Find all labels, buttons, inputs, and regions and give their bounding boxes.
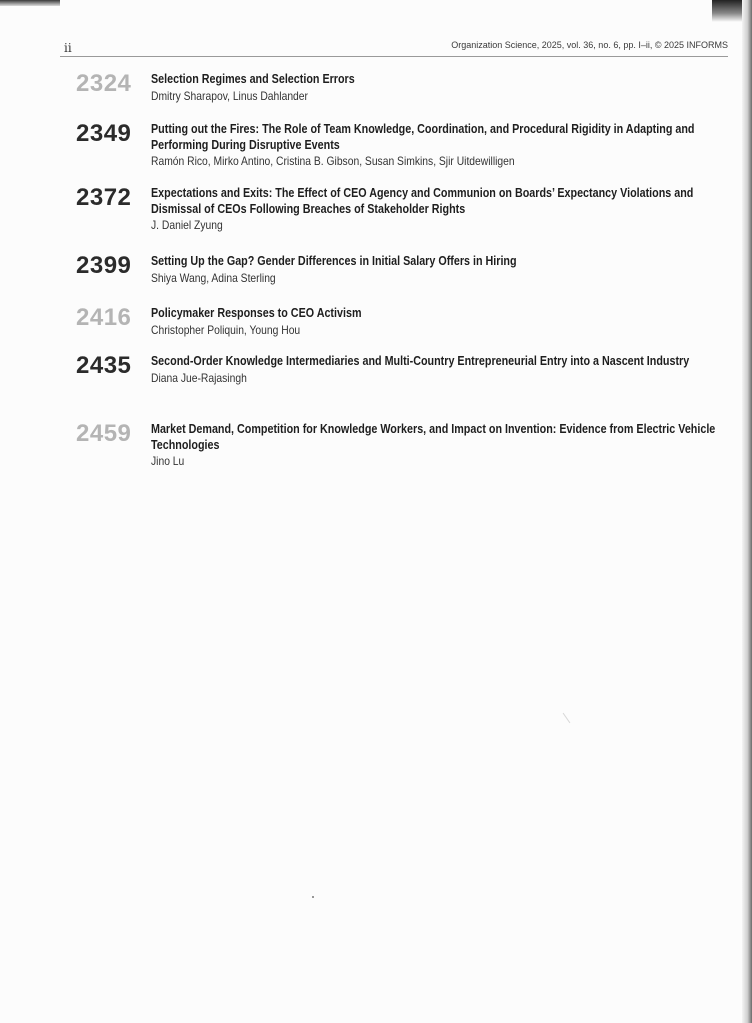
toc-details (151, 306, 731, 338)
toc-details (151, 254, 731, 286)
toc-details (151, 422, 731, 469)
toc-page-number: 2372 (76, 184, 132, 211)
article-authors: Christopher Poliquin, Young Hou (151, 322, 301, 337)
toc-details (151, 354, 731, 386)
scan-speck (312, 896, 314, 898)
article-title: Second-Order Knowledge Intermediaries and Multi-Country Entrepreneurial Entry into a Nascent Industry (151, 354, 690, 368)
article-title: Policymaker Responses to CEO Activism (151, 306, 362, 320)
toc-page-number: 2416 (76, 304, 132, 331)
toc-page-number: 2399 (76, 252, 132, 279)
toc-page-number: 2324 (76, 70, 132, 97)
article-authors: Jino Lu (151, 454, 185, 468)
toc-page-number: 2349 (76, 120, 132, 147)
article-authors: Diana Jue-Rajasingh (151, 370, 247, 385)
toc-details (151, 122, 731, 169)
toc-page-number: 2459 (76, 420, 132, 447)
scan-scratch (563, 713, 571, 723)
article-authors: Shiya Wang, Adina Sterling (151, 270, 276, 285)
toc-details (151, 186, 731, 233)
article-authors: J. Daniel Zyung (151, 218, 223, 232)
header-rule (60, 56, 728, 57)
scan-shadow-top-left (0, 0, 60, 6)
article-title: Expectations and Exits: The Effect of CEO Agency and Communion on Boards’ Expectancy Violations and Dismissal of CEOs Following Breaches of Stakeholder Rights (151, 186, 694, 216)
page-number: ii (64, 41, 72, 55)
page-header (0, 38, 752, 58)
article-authors: Dmitry Sharapov, Linus Dahlander (151, 88, 308, 103)
article-title: Selection Regimes and Selection Errors (151, 72, 355, 86)
article-title: Putting out the Fires: The Role of Team Knowledge, Coordination, and Procedural Rigidity in Adapting and Performing During Disruptive Events (151, 122, 695, 152)
article-title: Market Demand, Competition for Knowledge Workers, and Impact on Invention: Evidence from Electric Vehicle Technologies (151, 422, 716, 452)
toc-details (151, 72, 731, 104)
toc-page-number: 2435 (76, 352, 132, 379)
running-head: Organization Science, 2025, vol. 36, no. 6, pp. I–ii, © 2025 INFORMS (451, 40, 728, 50)
scan-shadow-right-edge (742, 0, 752, 1023)
article-authors: Ramón Rico, Mirko Antino, Cristina B. Gibson, Susan Simkins, Sjir Uitdewilligen (151, 154, 515, 168)
article-title: Setting Up the Gap? Gender Differences in Initial Salary Offers in Hiring (151, 254, 517, 268)
